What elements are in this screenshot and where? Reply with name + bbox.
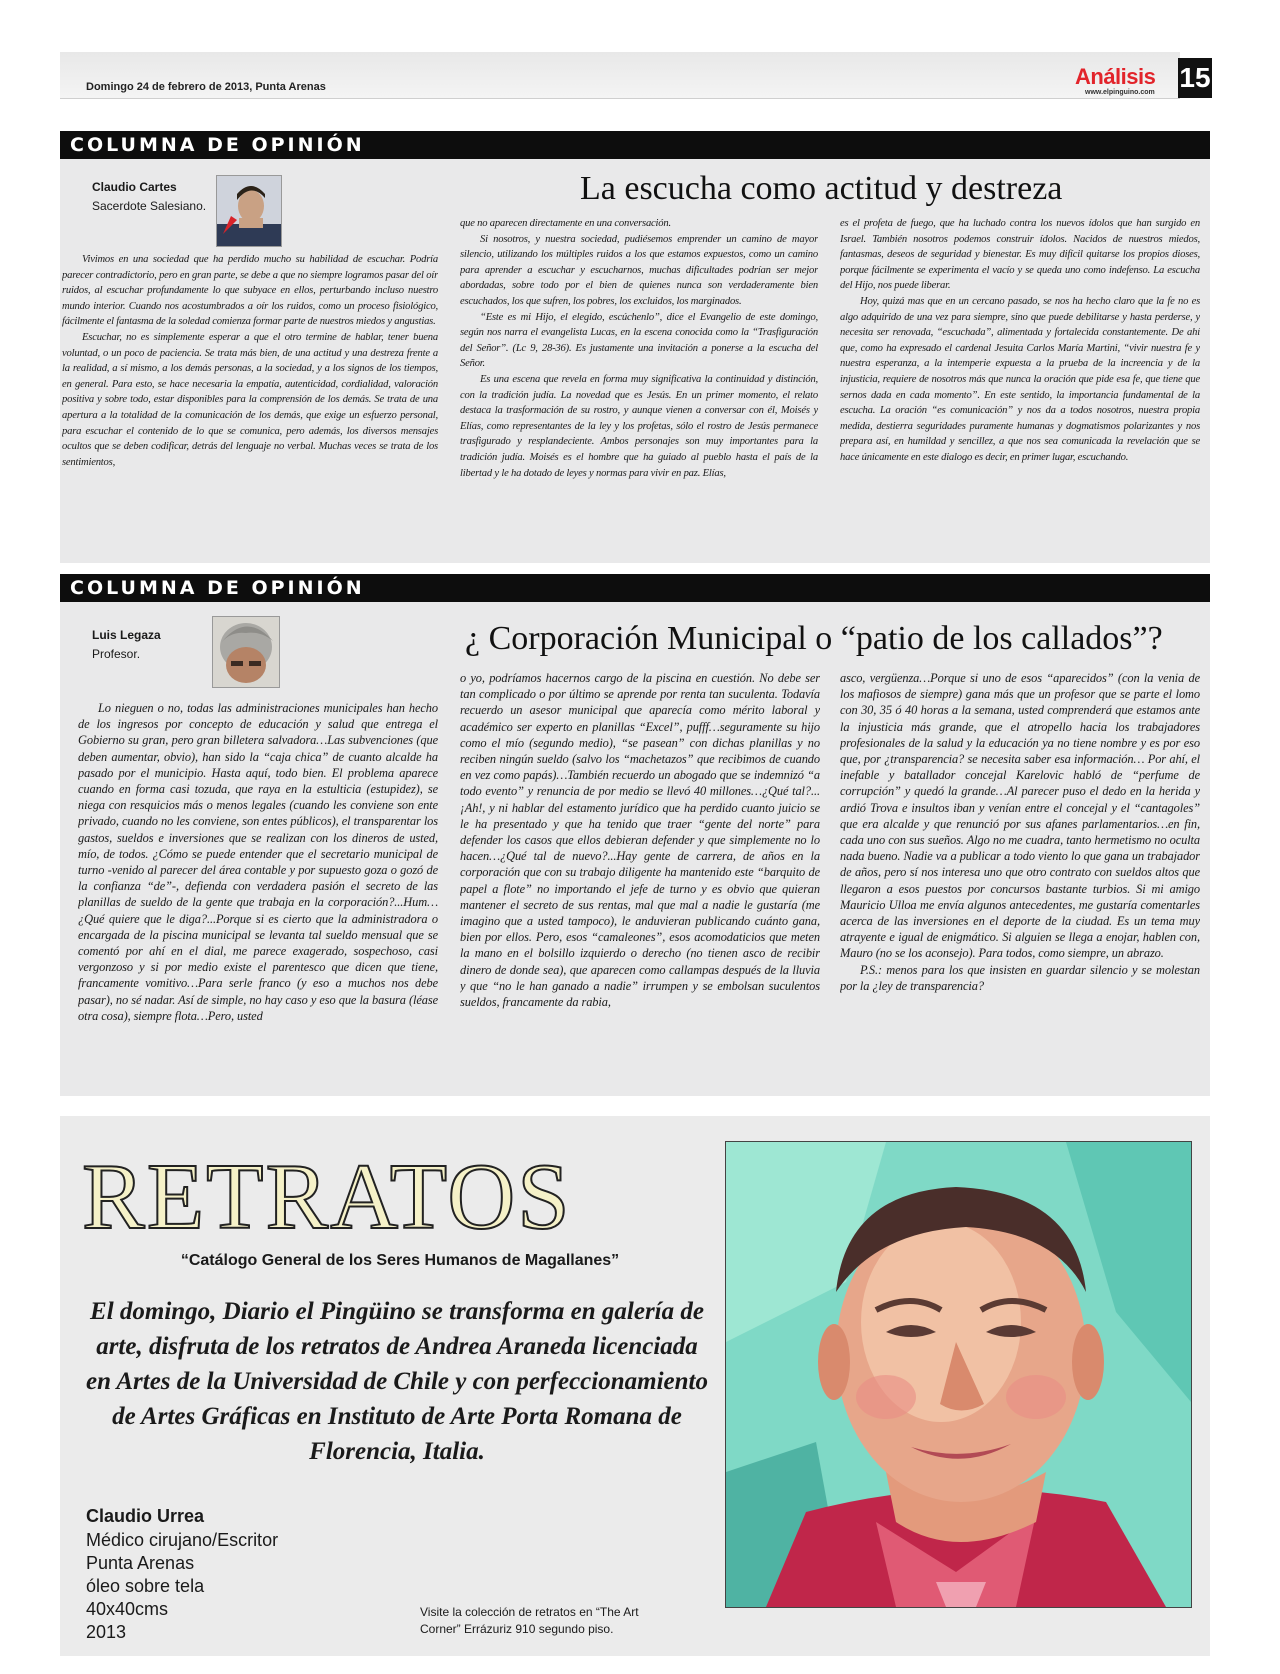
gallery-visit-note: Visite la colección de retratos en “The Art Corner” Errázuriz 910 segundo piso. [420,1605,639,1636]
author-name: Claudio Cartes [92,180,177,194]
dateline: Domingo 24 de febrero de 2013, Punta Arenas [86,81,326,93]
portrait-subject-name: Claudio Urrea [86,1506,205,1526]
retratos-promo: El domingo, Diario el Pingüino se transforma en galería de arte, disfruta de los retratos de Andrea Araneda licenciada en Artes de la Universidad de Chile y con perfeccionamiento de Artes Gráficas en Instituto de Arte Porta Romana de Florencia, Italia. [86,1298,708,1465]
retratos-subtitle: “Catálogo General de los Seres Humanos de Magallanes” [180,1252,620,1269]
caption-line: Punta Arenas [86,1553,195,1573]
paragraph: Vivimos en una sociedad que ha perdido mucho su habilidad de escuchar. Podría parecer contradictorio, pero en gran parte, se debe a que no siempre logramos pasar del oír ruidos, al escuchar profundamente lo que subyace en ellos, perturbando incluso nuestro mundo interior. Cuando nos acostumbrados a oír los ruidos, como un proceso fisiológico, fácilmente el fantasma de la soledad comienza formar parte de nuestros miedos y angustias. [62,254,438,328]
paragraph: “Este es mi Hijo, el elegido, escúchenlo”, dice el Evangelio de este domingo, según nos narra el evangelista Lucas, en la escena conocida como la “Trasfiguración del Señor”. (Lc 9, 28-36). Es justamente una invitación a ponerse a la escucha del Señor. [460,311,818,370]
article-column [78,700,438,1090]
paragraph: Escuchar, no es simplemente esperar a que el otro termine de hablar, tener buena voluntad, o un poco de paciencia. Se trata más bien, de una actitud y una destreza frente a la realidad, a sí mismo, a los demás personas, a la sociedad, y a los signos de los tiempos, en general. Para esto, se hace necesaria la empatía, autenticidad, cordialidad, valoración positiva y sobre todo, estar disponibles para la comprensión de los demás. Se trata de una apertura a la totalidad de la comunicación de los demás, que exige un esfuerzo personal, para escuchar el contenido de lo que se comunica, pero además, los diversos mensajes ocultos que se deben codificar, detrás del lenguaje no verbal. Muchas veces se trata de los sentimientos, [62,331,438,468]
section-label: COLUMNA DE OPINIÓN [60,574,1210,602]
page-number: 15 [1178,58,1212,98]
article-column [460,216,818,555]
portrait-painting [725,1141,1192,1608]
paragraph: P.S.: menos para los que insisten en guardar silencio y se molestan por la ¿ley de transparencia? [840,962,1200,993]
caption-line: 2013 [86,1622,127,1642]
caption-line: óleo sobre tela [86,1576,205,1596]
caption-line: 40x40cms [86,1599,169,1619]
paragraph: asco, vergüenza…Porque si uno de esos “aparecidos” (con la venia de los mafiosos de siempre) gana más que un profesor que se parte el lomo con 30, 35 ó 40 horas a la semana, usted comprenderá que estamos ante la injusticia más grande, que el atropello hacia los trabajadores profesionales de la salud y la educación ya no tiene nombre y es por eso que, por ¿transparencia? se necesita saber esa información… Por ahí, el inefable y batallador concejal Karelovic habló de “perfume de corrupción” y quedó la grande…Al parecer puso el dedo en la herida y ardió Trova e insultos iban y venían entre el concejal y el “cantagoles” que era alcalde y que renunció por sus afanes parlamentarios…en fin, cada uno con sus sueños. Algo no me cuadra, tanto hermetismo no oculta nada bueno. Nadie va a publicar a todo viento lo que gana un trabajador de años, pero sí nos interesa uno que otro contrato con sueldos altos que llegaron a esos puestos por concursos bastante turbios. Si mi amigo Mauricio Ulloa me envía algunos antecedentes, me gustaría comentarles acerca de las inversiones en el deporte de la ciudad. Es un tema muy atrayente e igual de enigmático. Si alguien se llega a enojar, hablen con, Mauro (no se los aconsejo). Para todos, como siempre, un abrazo. [840,671,1200,961]
paragraph: que no aparecen directamente en una conversación. [460,218,671,229]
paragraph: es el profeta de fuego, que ha luchado contra los nuevos ídolos que han surgido en Israel. También nosotros podemos construir ídolos. Nacidos de nuestros miedos, fantasmas, deseos de seguridad y bienestar. Es muy difícil quitarse los propios dioses, porque fácilmente se experimenta el vacío y se queda uno como indefenso. La escucha del Hijo, nos puede liberar. [840,218,1200,292]
author-role: Sacerdote Salesiano. [92,199,207,213]
article-headline: ¿ Corporación Municipal o “patio de los callados”? [465,620,1163,657]
brand-logo: Análisis [1075,64,1156,89]
article-headline: La escucha como actitud y destreza [580,170,1063,207]
author-name: Luis Legaza [92,628,161,642]
retratos-title: RETRATOS [82,1145,572,1249]
article-column [840,216,1200,555]
paragraph: o yo, podríamos hacernos cargo de la piscina en cuestión. No debe ser tan complicado o por último se aprende por renta tan suculenta. Todavía recuerdo un asesor municipal que aparecía como mérito laboral y académico ser experto en planillas “Excel”, pufff…seguramente su hijo como el mío (segundo medio), “se pasean” con dichas planillas y no reciben ningún sueldo (salvo los “machetazos” que recibimos de cuando en vez como papás)…También recuerdo un abogado que se indemnizó “a todo evento” y renuncia de por medio se llevó 40 millones…¿Qué tal?...¡Ah!, y ni hablar del estamento jurídico que ha perdido cuanto juicio se le ha presentado y que ha tenido que traer “gente del norte” para defender los casos que ellos debieran defender y que simplemente no lo hacen…¿Qué tal de nuevo?...Hay gente de carrera, de años en la corporación que con su trabajo diligente ha mantenido este “barquito de papel a flote” no importando el jefe de turno y es obvio que quieran mantener el secreto de sus rentas, mal que mal a nadie le gustaría (me imagino que a usted tampoco), le anduvieran publicando cuánto gana, bien por ellos. Pero, esos “camaleones”, esos acomodaticios que meten la mano en el bolsillo izquierdo o derecho (no tienen asco de recibir dinero de donde sea), que aparecen como callampas después de la lluvia y que “no le han ganado a nadie” irrumpen y se embolsan suculentos sueldos, francamente da rabia, [460,671,820,1010]
caption-line: Médico cirujano/Escritor [86,1530,279,1550]
section-label: COLUMNA DE OPINIÓN [60,131,1210,159]
article-column [62,252,438,555]
paragraph: Si nosotros, y nuestra sociedad, pudiésemos emprender un camino de mayor silencio, utilizando los múltiples ruidos a los que estamos expuestos, como un camino para aprender a escuchar y escucharnos, muchas dificultades podrían ser mejor abordadas, sobre todo por el bien de quienes nunca son verdaderamente bien escuchados, los que sufren, los pobres, los excluidos, los marginados. [460,233,818,307]
author-photo [216,175,282,247]
author-photo [212,616,280,688]
paragraph: Hoy, quizá mas que en un cercano pasado, se nos ha hecho claro que la fe no es algo adquirido de una vez para siempre, sino que puede debilitarse y hasta perderse, y necesita ser renovada, “escuchada”, alimentada y fortalecida constantemente. De ahí que, como ha expresado el cardenal Jesuita Carlos María Martini, “vivir nuestra fe y nuestra esperanza, a la intemperie expuesta a la prueba de la increencia y de la injusticia, requiere de nosotros más que nunca la oración que pide esa fe, que tiene que sernos dada en cada momento”. En este sentido, la importancia fundamental de la escucha. La oración “es comunicación” y nos da a todos nosotros, nuestra propia medida, destierra seguridades puramente humanas y dogmatismos polarizantes y nos prepara así, en humildad y sencillez, a que nos sea comunicada la revelación que se hace únicamente en este dialogo es decir, en primer lugar, escuchando. [840,295,1200,463]
paragraph: Es una escena que revela en forma muy significativa la continuidad y distinción, con la tradición judía. La novedad que es Jesús. En un primer momento, el relato destaca la trasformación de su rostro, y aunque vienen a conversar con él, Moisés y Elías, como representantes de la ley y los profetas, sólo el rostro de Jesús permanece trasfigurado y resplandeciente. Ambos personajes son muy importantes para la tradición judía. Moisés es el hombre que ha guiado al pueblo hasta el país de la libertad y le ha dotado de leyes y normas para vivir en paz. Elías, [460,373,818,479]
article-column [840,670,1200,1090]
brand-url: www.elpinguino.com [1085,89,1155,96]
article-column [460,670,820,1090]
author-role: Profesor. [92,647,141,661]
paragraph: Lo nieguen o no, todas las administraciones municipales han hecho de los ingresos por concepto de educación y salud que entrega el Gobierno su gran, pero gran billetera salvadora…Las subvenciones (que deben aumentar, obvio), han sido la “caja chica” de cuanto alcalde ha pasado por el municipio. Hasta aquí, todo bien. El problema aparece cuando en forma casi tozuda, que raya en la estulticia (estupidez), se niega con resquicios más o menos legales (cuando les conviene son ente privado, cuando no les conviene, son entes públicos), el transparentar los gastos, sueldos e inversiones que se realizan con los dineros de usted, mío, de todos. ¿Cómo se puede entender que el secretario municipal de turno -venido al parecer del área contable y por supuesto goza o gozó de la confianza “de”-, defienda con verdadera pasión el secreto de las planillas de sueldo de la gente que trabaja en la corporación?...Hum…¿Qué quiere que le diga?...Porque si es cierto que la administradora o encargada de la piscina municipal se levanta tal sueldo mensual que se comentó por ahí en el dial, me parece exagerado, sospechoso, casi vergonzoso y si por medio existe el parentesco que dicen que tiene, francamente vomitivo…Para serle franco (y eso a muchos nos debe pasar), no sé nadar. Así de simple, no hay caso y eso que la basura (léase otra cosa), siempre flota…Pero, usted [78,701,438,1023]
